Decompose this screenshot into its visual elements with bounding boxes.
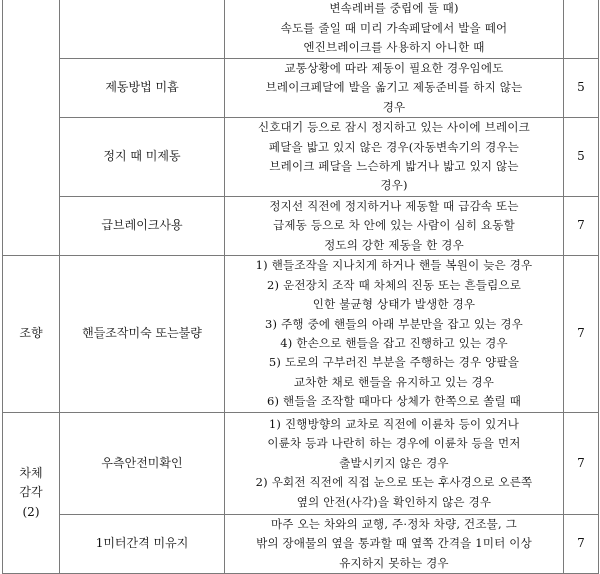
item-cell: 정지 때 미제동 <box>60 118 225 197</box>
table-row <box>3 118 599 197</box>
description-line: 속도를 줄일 때 미리 가속페달에서 발을 떼어 <box>280 20 508 35</box>
description-line: 1) 핸들조작을 지나치게 하거나 핸들 복원이 늦은 경우 <box>255 258 533 273</box>
description-cell <box>225 515 564 574</box>
evaluation-table <box>2 0 599 574</box>
category-line: 차체 <box>19 466 43 481</box>
description-line: 페달을 밟고 있지 않은 경우(자동변속기의 경우는 <box>268 139 520 154</box>
points-cell: 7 <box>564 196 599 255</box>
category-line: (2) <box>22 504 40 519</box>
description-line: 4) 한손으로 핸들을 잡고 진행하고 있는 경우 <box>280 336 508 351</box>
category-cell <box>3 0 60 256</box>
points-cell: 5 <box>564 59 599 118</box>
description-line: 2) 운전장치 조작 때 차체의 진동 또는 흔들림으로 <box>266 277 522 292</box>
points-cell: 7 <box>564 413 599 515</box>
description-line: 6) 핸들을 조작할 때마다 상체가 한쪽으로 쏠릴 때 <box>266 394 522 409</box>
description-line: 신호대기 등으로 잠시 정지하고 있는 사이에 브레이크 <box>258 120 530 135</box>
points-cell: 5 <box>564 118 599 197</box>
item-cell <box>60 0 225 59</box>
description-line: 변속레버를 중립에 둘 때) <box>329 1 459 16</box>
table-row <box>3 413 599 515</box>
table-row <box>3 196 599 255</box>
table-row <box>3 59 599 118</box>
description-line: 5) 도로의 구부러진 부분을 주행하는 경우 양팔을 <box>268 355 520 370</box>
item-cell: 핸들조작미숙 또는불량 <box>60 256 225 413</box>
table-row <box>3 0 599 59</box>
description-line: 경우 <box>382 99 406 114</box>
item-cell: 1미터간격 미유지 <box>60 515 225 574</box>
description-line: 옆의 안전(사각)을 확인하지 않은 경우 <box>296 494 492 509</box>
description-line: 급제동 등으로 차 안에 있는 사람이 심히 요동할 <box>273 218 515 233</box>
description-line: 교통상황에 따라 제동이 필요한 경우임에도 <box>284 61 504 75</box>
description-cell <box>225 196 564 255</box>
points-cell <box>564 0 599 59</box>
description-line: 정도의 강한 제동을 한 경우 <box>324 237 464 252</box>
description-line: 경우) <box>380 178 408 193</box>
description-line: 3) 주행 중에 핸들의 아래 부분만을 잡고 있는 경우 <box>265 316 523 331</box>
description-line: 정지선 직전에 정지하거나 제동할 때 급감속 또는 <box>269 198 519 213</box>
description-line: 밖의 장애물의 옆을 통과할 때 옆쪽 간격을 1미터 이상 <box>256 536 532 551</box>
table-row <box>3 256 599 413</box>
description-cell <box>225 118 564 197</box>
description-line: 인한 불균형 상태가 발생한 경우 <box>312 297 476 312</box>
description-line: 교차한 채로 핸들을 유지하고 있는 경우 <box>293 374 495 389</box>
category-cell: 조향 <box>3 256 60 413</box>
description-line: 엔진브레이크를 사용하지 아니한 때 <box>303 40 485 55</box>
item-cell: 급브레이크사용 <box>60 196 225 255</box>
category-cell <box>3 413 60 574</box>
description-cell <box>225 413 564 515</box>
category-line: 감각 <box>19 485 43 500</box>
description-line: 1) 진행방향의 교차로 직전에 이륜차 등이 있거나 <box>268 417 520 432</box>
item-cell: 제동방법 미흡 <box>60 59 225 118</box>
description-cell <box>225 59 564 118</box>
description-line: 마주 오는 차와의 교행, 주·정차 차량, 건조물, 그 <box>271 517 517 532</box>
description-line: 유지하지 못하는 경우 <box>339 555 449 570</box>
description-cell <box>225 0 564 59</box>
table-row <box>3 515 599 574</box>
description-line: 출발시키지 않은 경우 <box>339 455 449 470</box>
description-line: 2) 우회전 직전에 직접 눈으로 또는 후사경으로 오른쪽 <box>255 475 533 490</box>
description-line: 브레이크 페달을 느슨하게 밟거나 밟고 있지 않는 <box>269 159 519 174</box>
description-line: 이륜차 등과 나란히 하는 경우에 이륜차 등을 먼저 <box>267 436 521 451</box>
points-cell: 7 <box>564 256 599 413</box>
description-cell <box>225 256 564 413</box>
item-cell: 우측안전미확인 <box>60 413 225 515</box>
description-line: 브레이크페달에 발을 옮기고 제동준비를 하지 않는 <box>265 80 523 95</box>
points-cell: 7 <box>564 515 599 574</box>
